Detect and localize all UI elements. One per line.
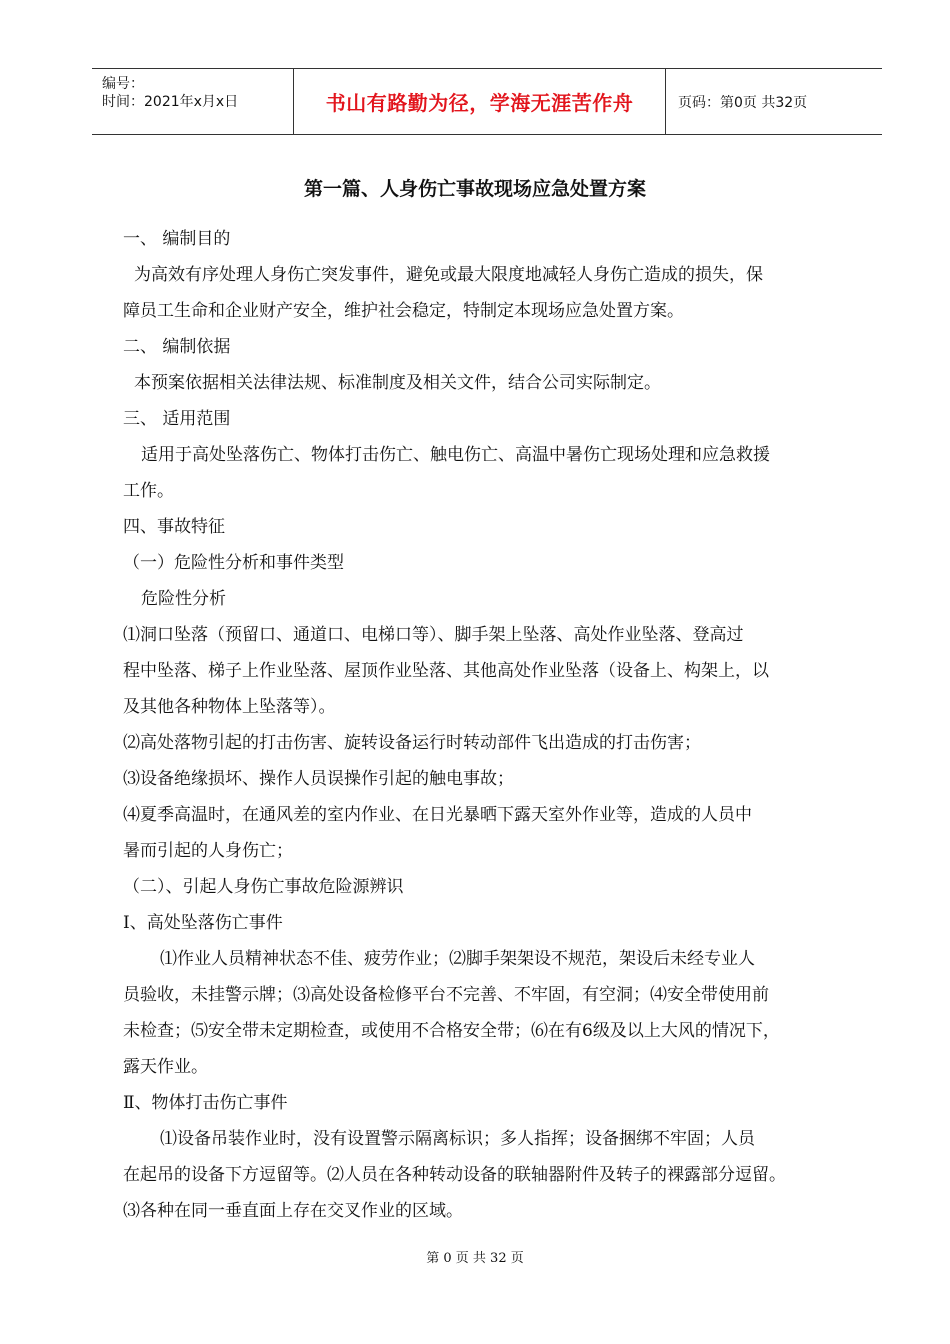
paragraph-line: 在起吊的设备下方逗留等。⑵人员在各种转动设备的联轴器附件及转子的裸露部分逗留。 bbox=[123, 1165, 786, 1185]
section-heading: 一、 编制目的 bbox=[123, 229, 231, 249]
paragraph-line: 本预案依据相关法律法规、标准制度及相关文件，结合公司实际制定。 bbox=[134, 373, 661, 393]
paragraph-line: 及其他各种物体上坠落等）。 bbox=[123, 697, 336, 717]
paragraph-line: ⑷夏季高温时，在通风差的室内作业、在日光暴晒下露天室外作业等，造成的人员中 bbox=[123, 805, 752, 825]
paragraph-line: 障员工生命和企业财产安全，维护社会稳定，特制定本现场应急处置方案。 bbox=[123, 301, 684, 321]
paragraph-line: 未检查；⑸安全带未定期检查，或使用不合格安全带；⑹在有6级及以上大风的情况下， bbox=[123, 1021, 780, 1041]
subsection-heading: Ⅱ、物体打击伤亡事件 bbox=[123, 1093, 288, 1113]
paragraph-line: ⑶各种在同一垂直面上存在交叉作业的区域。 bbox=[123, 1201, 463, 1221]
serial-label: 编号： bbox=[102, 76, 144, 92]
paragraph-line: ⑴洞口坠落（预留口、通道口、电梯口等）、脚手架上坠落、高处作业坠落、登高过 bbox=[123, 625, 744, 645]
paragraph-line: 为高效有序处理人身伤亡突发事件，避免或最大限度地减轻人身伤亡造成的损失，保 bbox=[134, 265, 763, 285]
header-motto-cell bbox=[293, 69, 666, 134]
subsection-heading: Ⅰ、高处坠落伤亡事件 bbox=[123, 913, 283, 933]
page-footer: 第 0 页 共 32 页 bbox=[426, 1251, 524, 1266]
paragraph-line: 工作。 bbox=[123, 481, 174, 501]
paragraph-line: ⑶设备绝缘损坏、操作人员误操作引起的触电事故； bbox=[123, 769, 514, 789]
section-heading: 三、 适用范围 bbox=[123, 409, 231, 429]
paragraph-line: ⑵高处落物引起的打击伤害、旋转设备运行时转动部件飞出造成的打击伤害； bbox=[123, 733, 701, 753]
paragraph-line: 暑而引起的人身伤亡； bbox=[123, 841, 293, 861]
paragraph-line: 适用于高处坠落伤亡、物体打击伤亡、触电伤亡、高温中暑伤亡现场处理和应急救援 bbox=[141, 445, 770, 465]
section-heading: 二、 编制依据 bbox=[123, 337, 231, 357]
paragraph-line: 员验收，未挂警示牌；⑶高处设备检修平台不完善、不牢固，有空洞；⑷安全带使用前 bbox=[123, 985, 769, 1005]
paragraph-line: ⑴作业人员精神状态不佳、疲劳作业；⑵脚手架架设不规范，架设后未经专业人 bbox=[160, 949, 755, 969]
paragraph-line: 程中坠落、梯子上作业坠落、屋顶作业坠落、其他高处作业坠落（设备上、构架上，以 bbox=[123, 661, 769, 681]
subsection-heading: 危险性分析 bbox=[141, 589, 226, 609]
document-title: 第一篇、人身伤亡事故现场应急处置方案 bbox=[303, 178, 646, 200]
paragraph-line: 露天作业。 bbox=[123, 1057, 208, 1077]
section-heading: 四、事故特征 bbox=[123, 517, 225, 537]
header-meta bbox=[92, 69, 293, 134]
page-header bbox=[92, 68, 882, 135]
subsection-heading: （二）、引起人身伤亡事故危险源辨识 bbox=[123, 877, 404, 897]
page-info: 页码：第0页 共32页 bbox=[678, 94, 808, 111]
subsection-heading: （一）危险性分析和事件类型 bbox=[123, 553, 344, 573]
time-label: 时间：2021年x月x日 bbox=[102, 94, 239, 110]
motto: 书山有路勤为径，学海无涯苦作舟 bbox=[325, 91, 634, 115]
paragraph-line: ⑴设备吊装作业时，没有设置警示隔离标识；多人指挥；设备捆绑不牢固；人员 bbox=[160, 1129, 755, 1149]
